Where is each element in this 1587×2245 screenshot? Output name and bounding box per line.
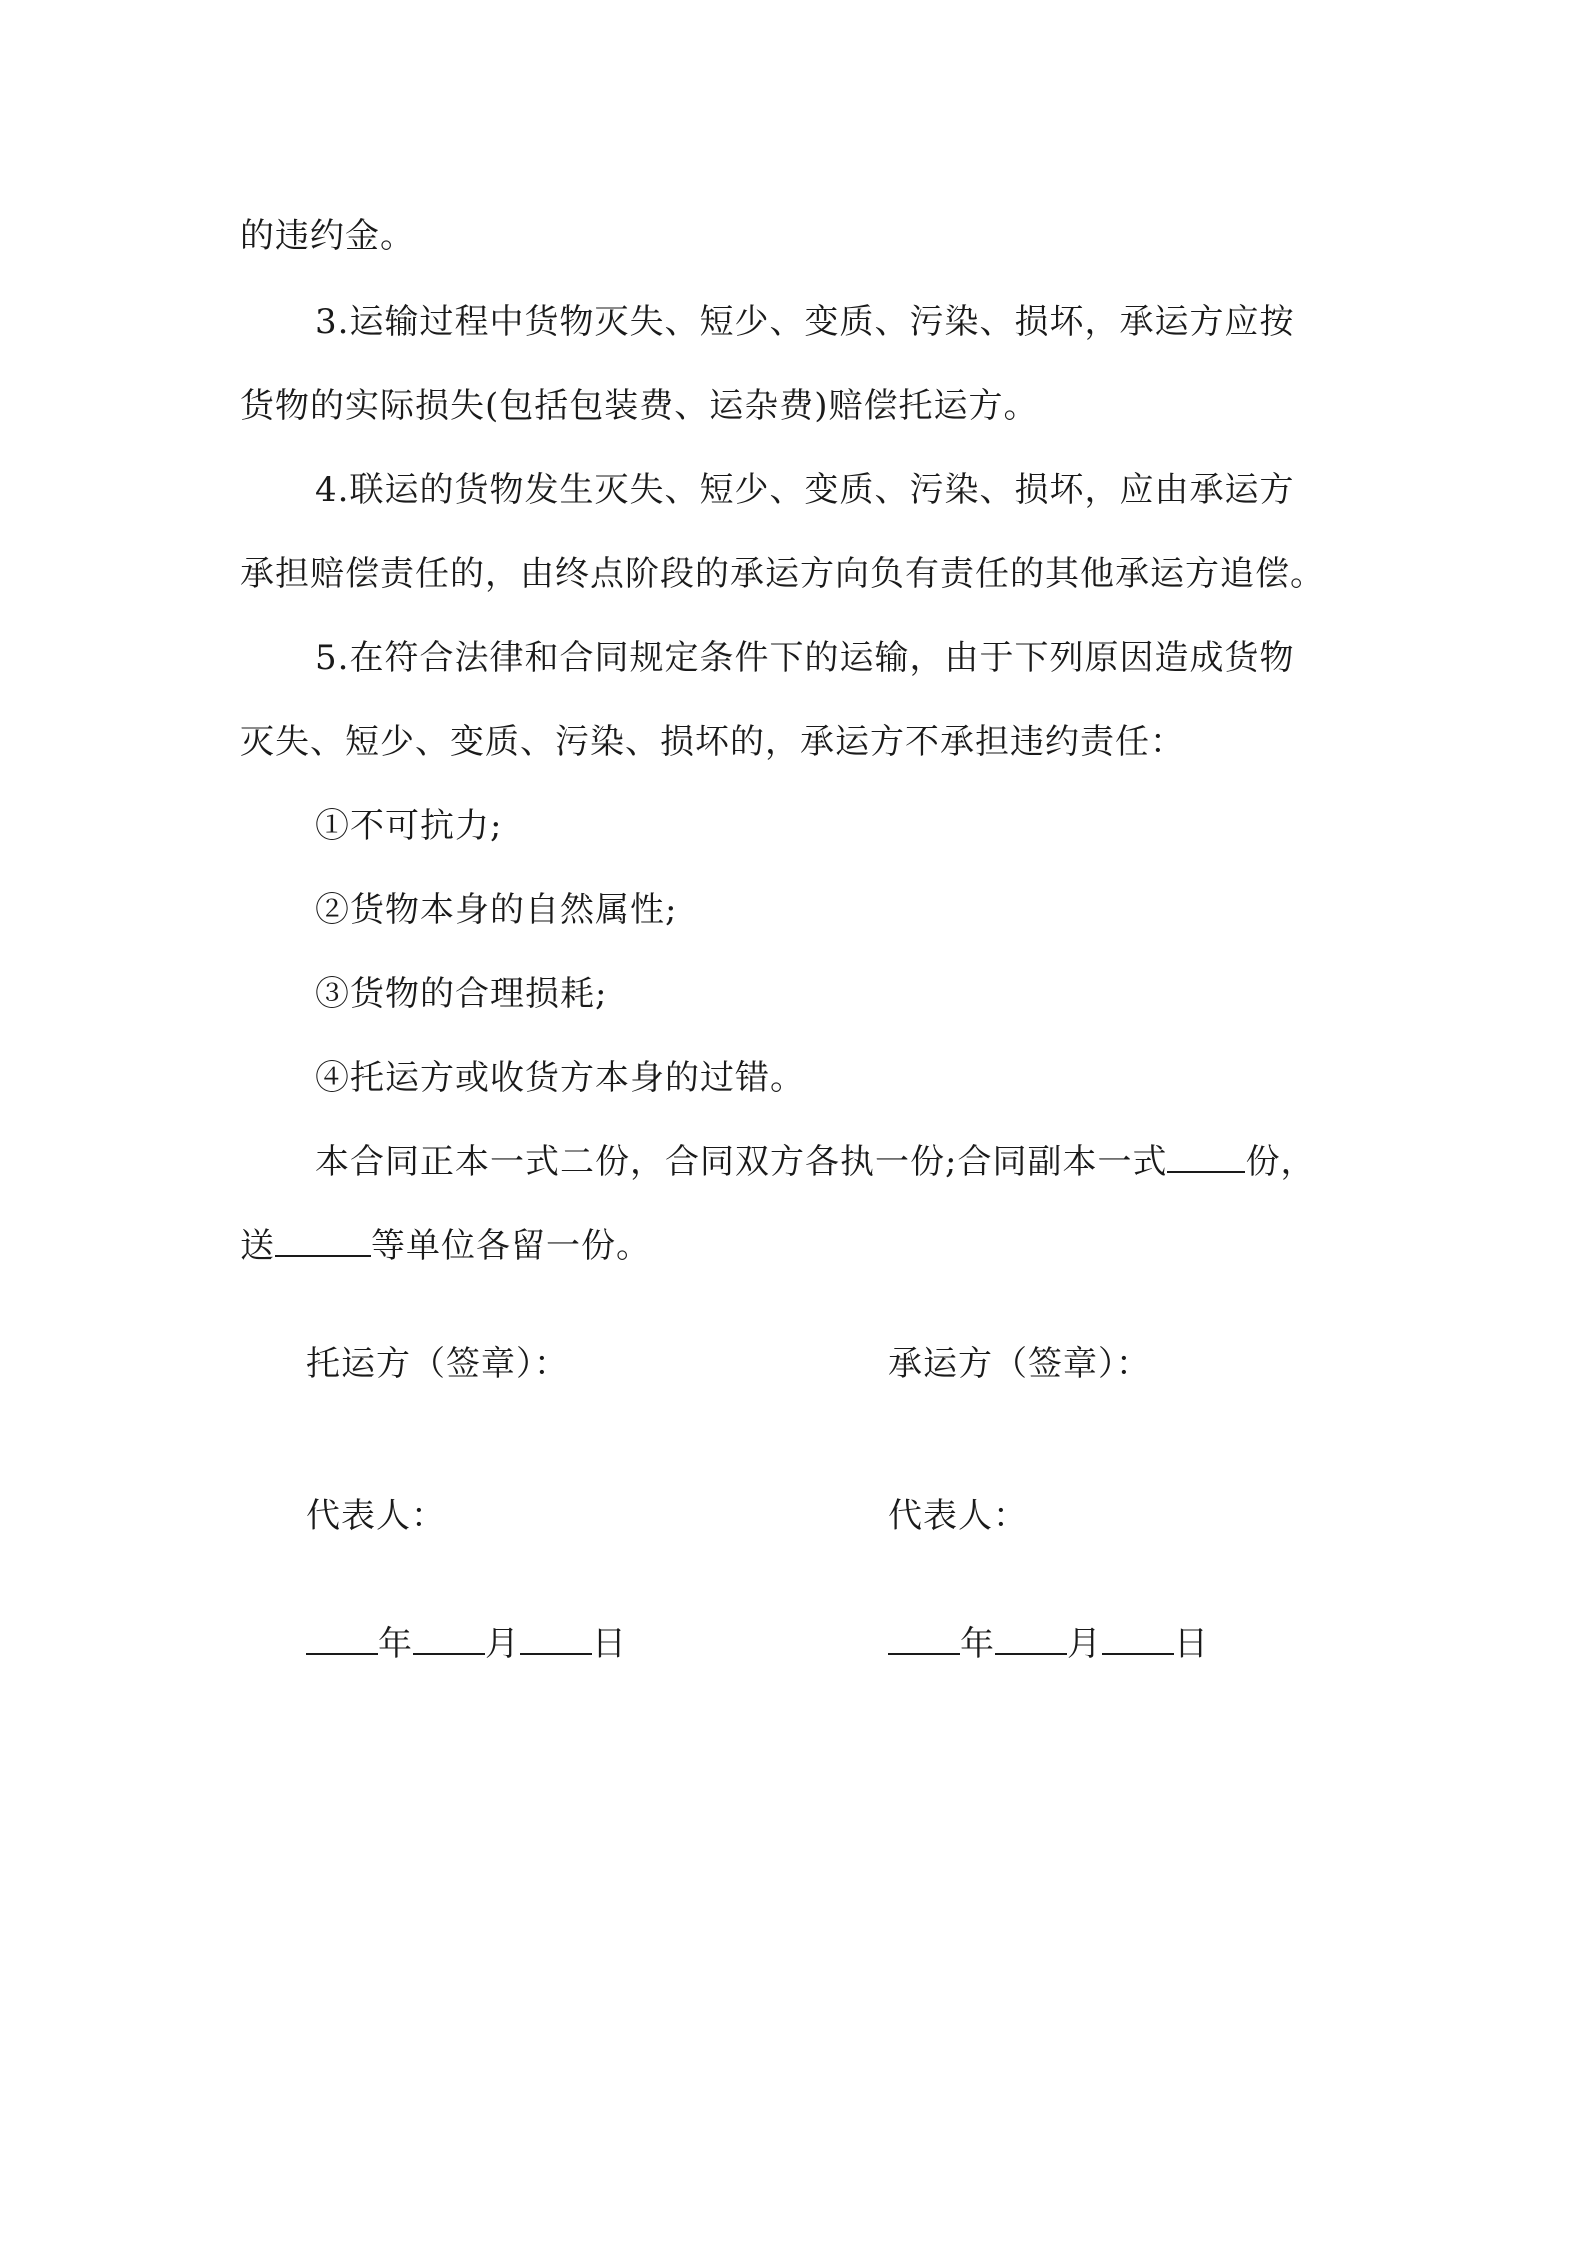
clause-3-line-2 — [0, 384, 1587, 428]
copies-count-blank[interactable] — [1167, 1141, 1245, 1173]
copies-text-end: 份， — [1245, 1142, 1316, 1182]
carrier-label-text: 承运方（签章）： — [888, 1344, 1151, 1384]
list-item — [0, 972, 1587, 1016]
clause-3-line-1 — [0, 300, 1587, 344]
day-blank[interactable] — [520, 1623, 592, 1655]
year-label: 年 — [960, 1624, 995, 1664]
units-blank[interactable] — [275, 1225, 371, 1257]
clause-5-line-1 — [0, 636, 1587, 680]
day-label: 日 — [592, 1624, 627, 1664]
year-blank[interactable] — [888, 1623, 960, 1655]
carrier-representative-label — [888, 1494, 1028, 1538]
paragraph-text: 的违约金。 — [240, 216, 415, 256]
shipper-label-text: 托运方（签章）： — [306, 1344, 569, 1384]
year-blank[interactable] — [306, 1623, 378, 1655]
day-label: 日 — [1174, 1624, 1209, 1664]
paragraph-text: 承担赔偿责任的，由终点阶段的承运方向负有责任的其他承运方追偿。 — [240, 554, 1325, 594]
month-label: 月 — [485, 1624, 520, 1664]
send-line — [0, 1224, 1587, 1268]
paragraph-text: 灭失、短少、变质、污染、损坏的，承运方不承担违约责任： — [240, 722, 1185, 762]
carrier-signature-label — [888, 1342, 1151, 1386]
clause-5-line-2 — [0, 720, 1587, 764]
list-item-text: ③货物的合理损耗; — [315, 974, 608, 1014]
month-blank[interactable] — [995, 1623, 1067, 1655]
paragraph-text: 货物的实际损失(包括包装费、运杂费)赔偿托运方。 — [240, 386, 1039, 426]
rep-label-text: 代表人： — [306, 1496, 446, 1536]
list-item — [0, 1056, 1587, 1100]
send-text-end: 等单位各留一份。 — [371, 1226, 651, 1266]
shipper-representative-label — [306, 1494, 446, 1538]
paragraph-text: 5.在符合法律和合同规定条件下的运输，由于下列原因造成货物 — [315, 638, 1295, 678]
clause-4-line-2 — [0, 552, 1587, 596]
list-item — [0, 888, 1587, 932]
list-item-text: ④托运方或收货方本身的过错。 — [315, 1058, 805, 1098]
month-blank[interactable] — [413, 1623, 485, 1655]
carrier-date — [888, 1622, 1209, 1666]
send-text: 送 — [240, 1226, 275, 1266]
list-item-text: ①不可抗力; — [315, 806, 503, 846]
copies-line — [0, 1140, 1587, 1184]
list-item-text: ②货物本身的自然属性; — [315, 890, 678, 930]
paragraph-text: 3.运输过程中货物灭失、短少、变质、污染、损坏，承运方应按 — [315, 302, 1295, 342]
shipper-signature-label — [306, 1342, 569, 1386]
month-label: 月 — [1067, 1624, 1102, 1664]
rep-label-text: 代表人： — [888, 1496, 1028, 1536]
year-label: 年 — [378, 1624, 413, 1664]
day-blank[interactable] — [1102, 1623, 1174, 1655]
copies-text: 本合同正本一式二份，合同双方各执一份;合同副本一式 — [315, 1142, 1168, 1182]
paragraph-line — [0, 214, 1587, 258]
clause-4-line-1 — [0, 468, 1587, 512]
paragraph-text: 4.联运的货物发生灭失、短少、变质、污染、损坏，应由承运方 — [315, 470, 1295, 510]
shipper-date — [306, 1622, 627, 1666]
list-item — [0, 804, 1587, 848]
